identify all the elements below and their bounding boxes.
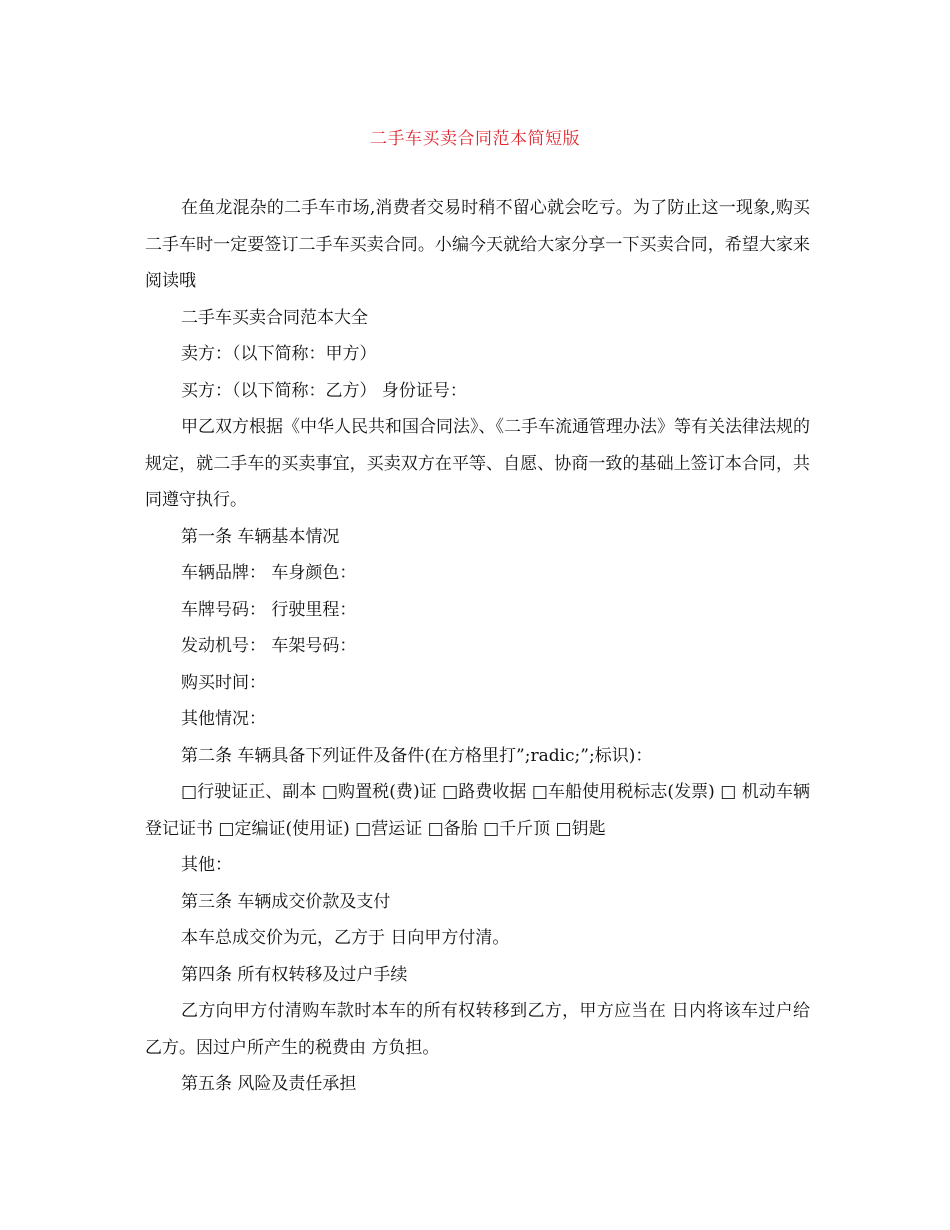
price-line: 本车总成交价为元，乙方于 日向甲方付清。 — [181, 928, 510, 948]
engine-frame-line: 发动机号： 车架号码： — [181, 636, 357, 656]
preamble-paragraph: 甲乙双方根据《中华人民共和国合同法》、《二手车流通管理办法》等有关法律法规的规定，就二手车的买卖事宜，买卖双方在平等、自愿、协商一致的基础上签订本合同，共同遵守执行。 — [145, 417, 810, 510]
document-body — [145, 190, 810, 1103]
article-4-heading: 第四条 所有权转移及过户手续 — [181, 964, 408, 985]
plate-mileage-line: 车牌号码： 行驶里程： — [181, 599, 357, 620]
article-5-heading: 第五条 风险及责任承担 — [181, 1074, 357, 1094]
ownership-transfer-paragraph: 乙方向甲方付清购车款时本车的所有权转移到乙方，甲方应当在 日内将该车过户给乙方。因过户所产生的税费由 方负担。 — [145, 1001, 810, 1058]
article-1-heading: 第一条 车辆基本情况 — [181, 526, 340, 547]
document-title: 二手车买卖合同范本简短版 — [370, 129, 580, 149]
other-line: 其他： — [181, 855, 232, 875]
seller-line: 卖方：（以下简称：甲方） — [181, 344, 377, 364]
purchase-time-line: 购买时间： — [181, 672, 266, 693]
brand-color-line: 车辆品牌： 车身颜色： — [181, 563, 357, 583]
buyer-line: 买方：（以下简称：乙方） 身份证号： — [181, 380, 467, 401]
documents-checklist: □行驶证正、副本 □购置税(费)证 □路费收据 □车船使用税标志(发票) □ 机动车辆登记证书 □定编证(使用证) □营运证 □备胎 □千斤顶 □钥匙 — [145, 782, 810, 839]
other-info-line: 其他情况： — [181, 709, 266, 729]
intro-paragraph: 在鱼龙混杂的二手车市场,消费者交易时稍不留心就会吃亏。为了防止这一现象,购买二手车时一定要签订二手车买卖合同。小编今天就给大家分享一下买卖合同，希望大家来阅读哦 — [145, 198, 810, 291]
article-3-heading: 第三条 车辆成交价款及支付 — [181, 891, 391, 912]
article-2-heading: 第二条 车辆具备下列证件及备件(在方格里打”;radic;”;标识)： — [181, 745, 653, 766]
contract-heading: 二手车买卖合同范本大全 — [181, 307, 368, 328]
